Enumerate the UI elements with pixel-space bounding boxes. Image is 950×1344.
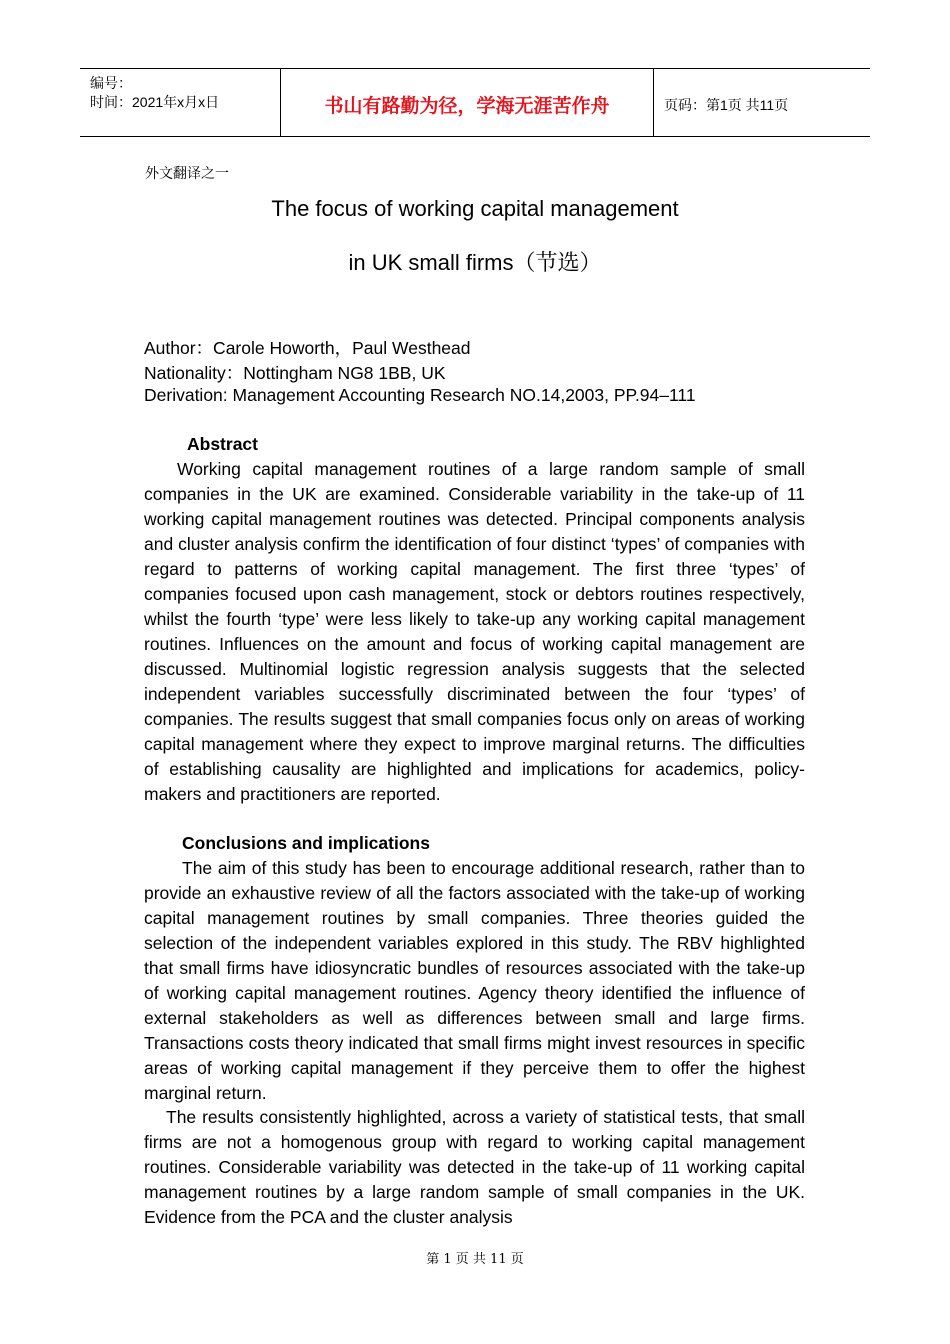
title-line-2: in UK small firms（节选） [348,250,602,275]
conclusions-heading: Conclusions and implications [182,833,430,853]
date-label: 时间：2021年x月x日 [90,94,220,110]
motto: 书山有路勤为径，学海无涯苦作舟 [324,95,610,117]
derivation-line: Derivation: Management Accounting Research NO.14,2003, PP.94–111 [144,385,696,405]
header-motto-cell [281,69,654,136]
number-label: 编号： [90,75,132,91]
title-line-1: The focus of working capital management [271,196,679,221]
abstract-heading: Abstract [187,434,258,454]
page-header [80,68,870,137]
doc-label: 外文翻译之一 [145,165,229,181]
header-left-cell [80,69,281,136]
author-line: Author：Carole Howorth，Paul Westhead [144,338,471,358]
conclusions-para-1: The aim of this study has been to encourage additional research, rather than to provide an exhaustive review of all the factors associated with the take-up of working capital management routines by small companies. Three theories guided the selection of the independent variables explored in this study. The RBV highlighted that small firms have idiosyncratic bundles of resources associated with the take-up of working capital management routines. Agency theory identified the influence of external stakeholders as well as differences between small and large firms. Transactions costs theory indicated that small firms might invest resources in specific areas of working capital management if they perceive them to offer the highest marginal return. [144,858,805,1103]
abstract-body: Working capital management routines of a large random sample of small companies in the UK are examined. Considerable variability in the take-up of 11 working capital management routines was detected. Principal components analysis and cluster analysis confirm the identification of four distinct ‘types’ of companies with regard to patterns of working capital management. The first three ‘types’ of companies focused upon cash management, stock or debtors routines respectively, whilst the fourth ‘type’ were less likely to take-up any working capital management routines. Influences on the amount and focus of working capital management are discussed. Multinomial logistic regression analysis suggests that the selected independent variables successfully discriminated between the four ‘types’ of companies. The results suggest that small companies focus only on areas of working capital management where they expect to improve marginal returns. The difficulties of establishing causality are highlighted and implications for academics, policy-makers and practitioners are reported. [144,459,805,804]
conclusions-para-2: The results consistently highlighted, across a variety of statistical tests, that small firms are not a homogenous group with regard to working capital management routines. Considerable variability was detected in the take-up of 11 working capital management routines by a large random sample of small companies in the UK. Evidence from the PCA and the cluster analysis [144,1107,805,1227]
header-page-cell [654,69,870,136]
page-footer: 第 1 页 共 11 页 [426,1252,524,1267]
page-info: 页码：第1页 共11页 [664,97,789,113]
nationality-line: Nationality：Nottingham NG8 1BB, UK [144,363,446,383]
